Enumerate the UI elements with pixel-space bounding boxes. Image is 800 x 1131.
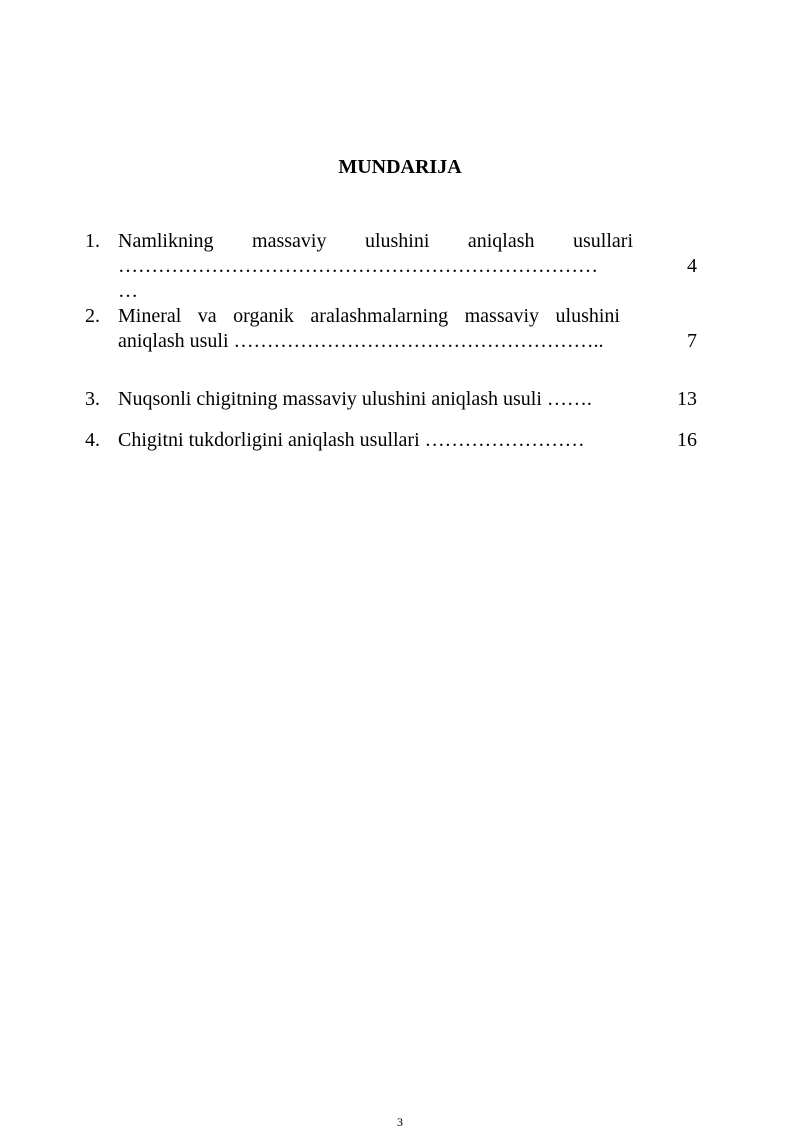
toc-entry-text	[118, 387, 638, 412]
toc-entry-line: Chigitni tukdorligini aniqlash usullari ……………………	[118, 429, 585, 451]
toc-entry-number: 4.	[85, 429, 100, 451]
toc-entry-number: 3.	[85, 388, 100, 410]
toc-entry-leader: ………………………………………………………………	[118, 255, 598, 277]
toc-entry-page: 13	[677, 388, 697, 410]
toc-entry-text	[118, 428, 638, 453]
toc-title: MUNDARIJA	[338, 156, 462, 178]
toc-entry-2[interactable]	[85, 304, 705, 354]
toc-entry-number: 1.	[85, 230, 100, 252]
toc-entry-page: 4	[687, 255, 697, 277]
toc-entry-page: 7	[687, 330, 697, 352]
toc-entry-line: Namlikning massaviy ulushini aniqlash usullari	[118, 230, 633, 252]
toc-entry-leader: …	[118, 280, 138, 302]
toc-entry-page: 16	[677, 429, 697, 451]
toc-entry-number: 2.	[85, 305, 100, 327]
toc-entry-leader: aniqlash usuli ………………………………………………..	[118, 330, 604, 352]
page-number: 3	[397, 1115, 403, 1129]
toc-entry-1[interactable]	[85, 229, 705, 304]
toc-entry-4[interactable]	[85, 428, 705, 453]
toc-entry-text	[118, 229, 633, 304]
toc-entry-line: Nuqsonli chigitning massaviy ulushini aniqlash usuli …….	[118, 388, 592, 410]
toc-entry-3[interactable]	[85, 387, 705, 412]
toc-entry-line: Mineral va organik aralashmalarning massaviy ulushini	[118, 305, 620, 327]
toc-entry-text	[118, 304, 620, 354]
